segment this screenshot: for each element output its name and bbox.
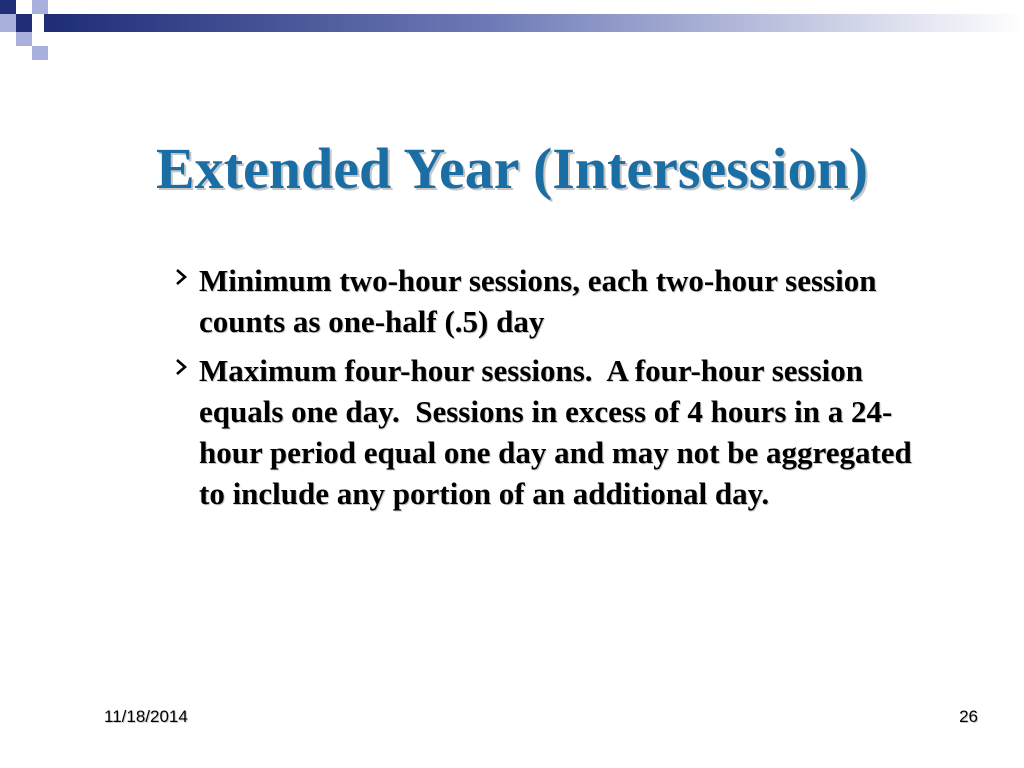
bullet-item — [172, 260, 1002, 342]
slide-title: Extended Year (Intersession) — [155, 136, 869, 201]
decorative-header-band — [0, 0, 1024, 64]
arrowhead-bullet-icon — [174, 358, 188, 376]
arrowhead-bullet-icon — [174, 268, 188, 286]
page-number: 26 — [959, 707, 978, 726]
bullet-text: Maximum four-hour sessions. A four-hour session equals one day. Sessions in excess of 4 hours in a 24- hour period equal one day and may not be aggregated to include any portion of an additional day. — [199, 353, 912, 511]
bullet-text: Minimum two-hour sessions, each two-hour session counts as one-half (.5) day — [199, 263, 877, 339]
bullet-item — [172, 350, 1002, 514]
footer-date: 11/18/2014 — [104, 707, 188, 726]
bullet-list — [172, 260, 1002, 522]
